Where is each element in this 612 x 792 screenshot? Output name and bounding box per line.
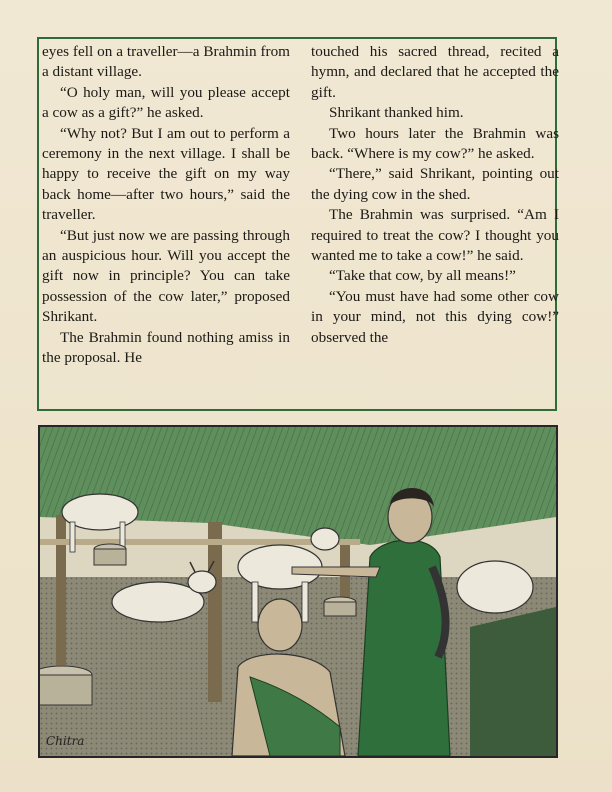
paragraph: “O holy man, will you please accept a cow as a gift?” he asked. <box>42 83 290 122</box>
left-text-column <box>42 42 290 369</box>
cowshed-scene <box>40 427 556 756</box>
shed-post <box>56 515 66 665</box>
paragraph: Two hours later the Brahmin was back. “Where is my cow?” he asked. <box>311 124 559 163</box>
paragraph: “There,” said Shrikant, pointing out the dying cow in the shed. <box>311 165 559 203</box>
artist-signature: Chitra <box>46 734 85 748</box>
paragraph: “You must have had some other cow in your mind, not this dying cow!” observed the <box>311 287 559 346</box>
paragraph: Shrikant thanked him. <box>329 104 464 122</box>
paragraph: eyes fell on a traveller—a Brahmin from a distant village. <box>42 43 290 81</box>
story-text-frame <box>37 37 557 411</box>
right-text-column <box>311 42 559 348</box>
shed-post <box>208 522 222 702</box>
paragraph: “Why not? But I am out to perform a ceremony in the next village. I shall be happy to receive the gift on my way back home—after two hours,” said the traveller. <box>42 124 290 224</box>
paragraph: “Take that cow, by all means!” <box>329 267 516 285</box>
cow-standing <box>457 561 533 613</box>
paragraph: The Brahmin found nothing amiss in the proposal. He <box>42 328 290 367</box>
paragraph: “But just now we are passing through an auspicious hour. Will you accept the gift now in principle? You can take possession of the cow later,” proposed Shrikant. <box>42 226 290 326</box>
cowshed-illustration <box>38 425 558 758</box>
paragraph: The Brahmin was surprised. “Am I required to treat the cow? I thought you wanted me to take a cow!” he said. <box>311 206 559 265</box>
paragraph: touched his sacred thread, recited a hymn, and declared that he accepted the gift. <box>311 43 559 101</box>
